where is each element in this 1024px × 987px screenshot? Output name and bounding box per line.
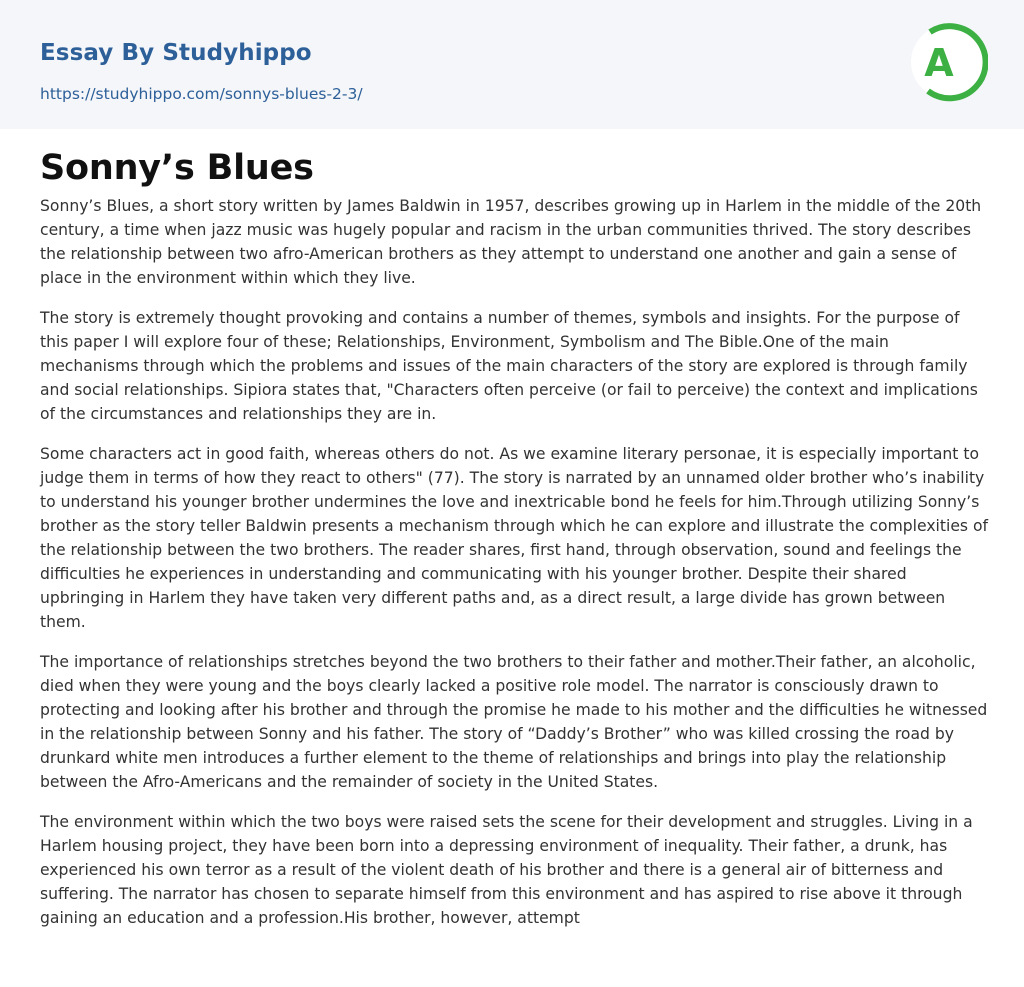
site-header <box>0 0 1024 129</box>
source-url-link[interactable]: https://studyhippo.com/sonnys-blues-2-3/ <box>40 85 363 103</box>
article-paragraph-3: Some characters act in good faith, whereas others do not. As we examine literary personae, it is especially important to judge them in terms of how they react to others" (77). The story is narrated by an unnamed older brother who’s inability to understand his younger brother undermines the love and inextricable bond he feels for him.Through utilizing Sonny’s brother as the story teller Baldwin presents a mechanism through which he can explore and illustrate the complexities of the relationship between the two brothers. The reader shares, first hand, through observation, sound and feelings the difficulties he experiences in understanding and communicating with his younger brother. Despite their shared upbringing in Harlem they have taken very different paths and, as a direct result, a large divide has grown between them. <box>40 445 989 631</box>
article-paragraph-4: The importance of relationships stretches beyond the two brothers to their father and mother.Their father, an alcoholic, died when they were young and the boys clearly lacked a positive role model. The narrator is consciously drawn to protecting and looking after his brother and through the promise he made to his mother and the difficulties he witnessed in the relationship between Sonny and his father. The story of “Daddy’s Brother” who was killed crossing the road by drunkard white men introduces a further element to the theme of relationships and brings into play the relationship between the Afro-Americans and the remainder of society in the United States. <box>40 653 988 791</box>
article-paragraph-5: The environment within which the two boys were raised sets the scene for their development and struggles. Living in a Harlem housing project, they have been born into a depressing environment of inequality. Their father, a drunk, has experienced his own terror as a result of the violent death of his brother and there is a general air of bitterness and suffering. The narrator has chosen to separate himself from this environment and has aspired to rise above it through gaining an education and a profession.His brother, however, attempt <box>40 813 973 927</box>
article-paragraph-2: The story is extremely thought provoking and contains a number of themes, symbols and insights. For the purpose of this paper I will explore four of these; Relationships, Environment, Symbolism and The Bible.One of the main mechanisms through which the problems and issues of the main characters of the story are explored is through family and social relationships. Sipiora states that, "Characters often perceive (or fail to perceive) the context and implications of the circumstances and relationships they are in. <box>40 309 978 423</box>
site-brand[interactable]: Essay By Studyhippo <box>40 40 312 66</box>
article <box>40 142 990 946</box>
studyhippo-logo-icon[interactable] <box>910 18 988 106</box>
article-paragraph-1: Sonny’s Blues, a short story written by James Baldwin in 1957, describes growing up in Harlem in the middle of the 20th century, a time when jazz music was hugely popular and racism in the urban communities thrived. The story describes the relationship between two afro-American brothers as they attempt to understand one another and gain a sense of place in the environment within which they live. <box>40 197 982 287</box>
logo-letter: A <box>924 41 954 85</box>
article-title: Sonny’s Blues <box>40 148 314 188</box>
